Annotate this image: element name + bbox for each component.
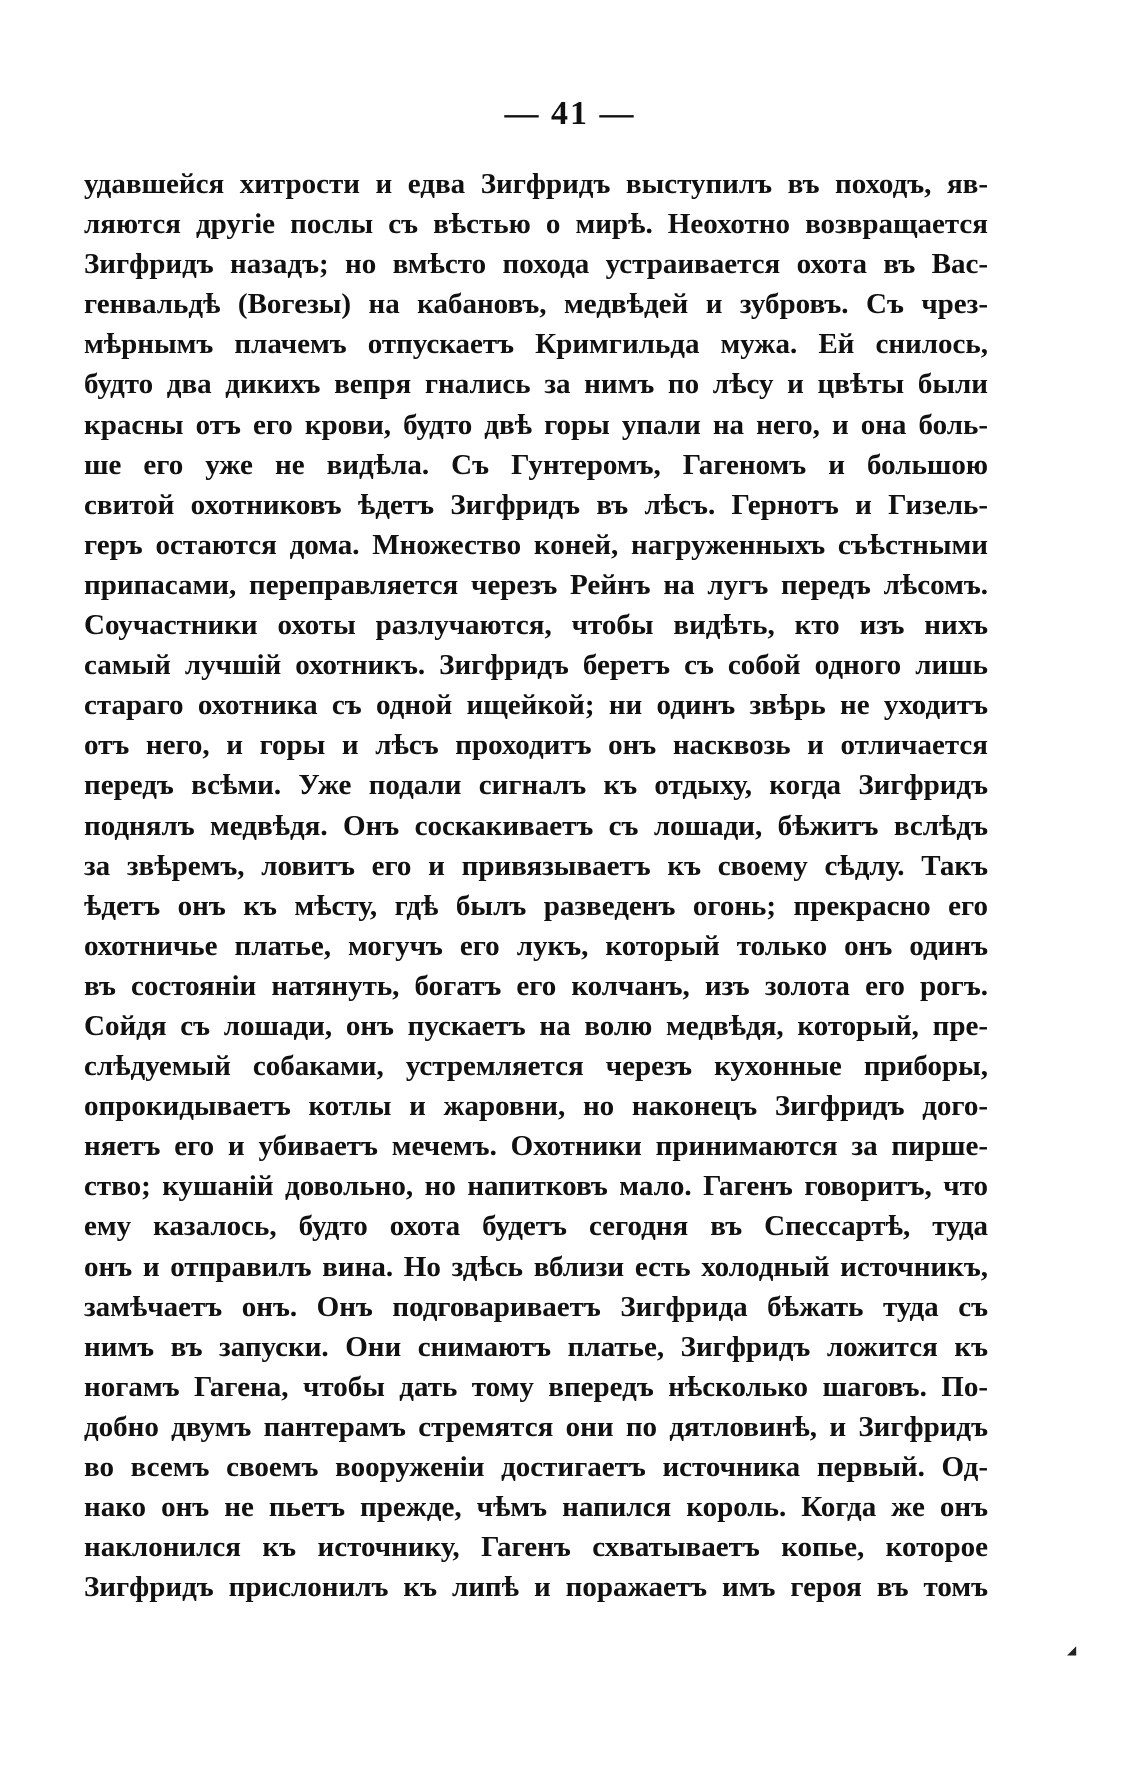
text-line: ляются другіе послы съ вѣстью о мирѣ. Неохотно возвращается xyxy=(84,208,988,241)
text-line: нимъ въ запуски. Они снимаютъ платье, Зигфридъ ложится къ xyxy=(84,1330,988,1363)
print-mark: ◢ xyxy=(1067,1643,1077,1657)
text-line: ше его уже не видѣла. Съ Гунтеромъ, Гагеномъ и большою xyxy=(84,448,988,481)
text-line: припасами, переправляется черезъ Рейнъ на лугъ передъ лѣсомъ. xyxy=(84,568,988,601)
text-line: поднялъ медвѣдя. Онъ соскакиваетъ съ лошади, бѣжитъ вслѣдъ xyxy=(84,809,988,842)
text-line: ногамъ Гагена, чтобы дать тому впередъ нѣсколько шаговъ. По- xyxy=(84,1370,988,1403)
text-line: въ состояніи натянуть, богатъ его колчанъ, изъ золота его рогъ. xyxy=(84,969,988,1002)
text-line: ство; кушаній довольно, но напитковъ мало. Гагенъ говоритъ, что xyxy=(84,1170,988,1203)
text-line: геръ остаются дома. Множество коней, нагруженныхъ съѣстными xyxy=(84,528,988,561)
text-line: мѣрнымъ плачемъ отпускаетъ Кримгильда мужа. Ей снилось, xyxy=(84,328,988,361)
text-line: за звѣремъ, ловитъ его и привязываетъ къ своему сѣдлу. Такъ xyxy=(84,849,988,882)
body-text xyxy=(84,164,988,1607)
text-line: ѣдетъ онъ къ мѣсту, гдѣ былъ разведенъ огонь; прекрасно его xyxy=(84,889,988,922)
page-number: — 41 — xyxy=(504,95,636,132)
text-line: будто два дикихъ вепря гнались за нимъ по лѣсу и цвѣты были xyxy=(84,368,988,401)
text-line: няетъ его и убиваетъ мечемъ. Охотники принимаются за пирше- xyxy=(84,1130,988,1163)
text-line: удавшейся хитрости и едва Зигфридъ выступилъ въ походъ, яв- xyxy=(84,168,988,200)
text-line: Зигфридъ прислонилъ къ липѣ и поражаетъ имъ героя въ томъ xyxy=(84,1571,988,1604)
text-line: наклонился къ источнику, Гагенъ схватываетъ копье, которое xyxy=(84,1531,988,1564)
text-line: генвальдѣ (Вогезы) на кабановъ, медвѣдей и зубровъ. Съ чрез- xyxy=(84,288,988,321)
text-line: опрокидываетъ котлы и жаровни, но наконецъ Зигфридъ дого- xyxy=(84,1090,988,1123)
text-line: ему казалось, будто охота будетъ сегодня въ Спессартѣ, туда xyxy=(84,1210,988,1243)
text-line: нако онъ не пьетъ прежде, чѣмъ напился король. Когда же онъ xyxy=(84,1491,988,1524)
text-line: красны отъ его крови, будто двѣ горы упали на него, и она боль- xyxy=(84,408,988,441)
text-line: онъ и отправилъ вина. Но здѣсь вблизи есть холодный источникъ, xyxy=(84,1250,988,1283)
text-line: добно двумъ пантерамъ стремятся они по дятловинѣ, и Зигфридъ xyxy=(84,1410,988,1443)
text-line: стараго охотника съ одной ищейкой; ни одинъ звѣрь не уходитъ xyxy=(84,689,988,722)
text-line: во всемъ своемъ вооруженіи достигаетъ источника первый. Од- xyxy=(84,1451,988,1483)
text-line: Соучастники охоты разлучаются, чтобы видѣть, кто изъ нихъ xyxy=(84,609,988,642)
text-line: отъ него, и горы и лѣсъ проходитъ онъ насквозь и отличается xyxy=(84,729,988,762)
text-line: Сойдя съ лошади, онъ пускаетъ на волю медвѣдя, который, пре- xyxy=(84,1009,988,1042)
text-line: самый лучшій охотникъ. Зигфридъ беретъ съ собой одного лишь xyxy=(84,649,988,682)
text-line: свитой охотниковъ ѣдетъ Зигфридъ въ лѣсъ. Гернотъ и Гизель- xyxy=(84,488,988,521)
text-line: передъ всѣми. Уже подали сигналъ къ отдыху, когда Зигфридъ xyxy=(84,769,988,802)
text-line: охотничье платье, могучъ его лукъ, который только онъ одинъ xyxy=(84,929,988,962)
text-line: слѣдуемый собаками, устремляется черезъ кухонные приборы, xyxy=(84,1050,988,1083)
text-line: Зигфридъ назадъ; но вмѣсто похода устраивается охота въ Вас- xyxy=(84,248,988,281)
text-line: замѣчаетъ онъ. Онъ подговариваетъ Зигфрида бѣжать туда съ xyxy=(84,1290,988,1323)
